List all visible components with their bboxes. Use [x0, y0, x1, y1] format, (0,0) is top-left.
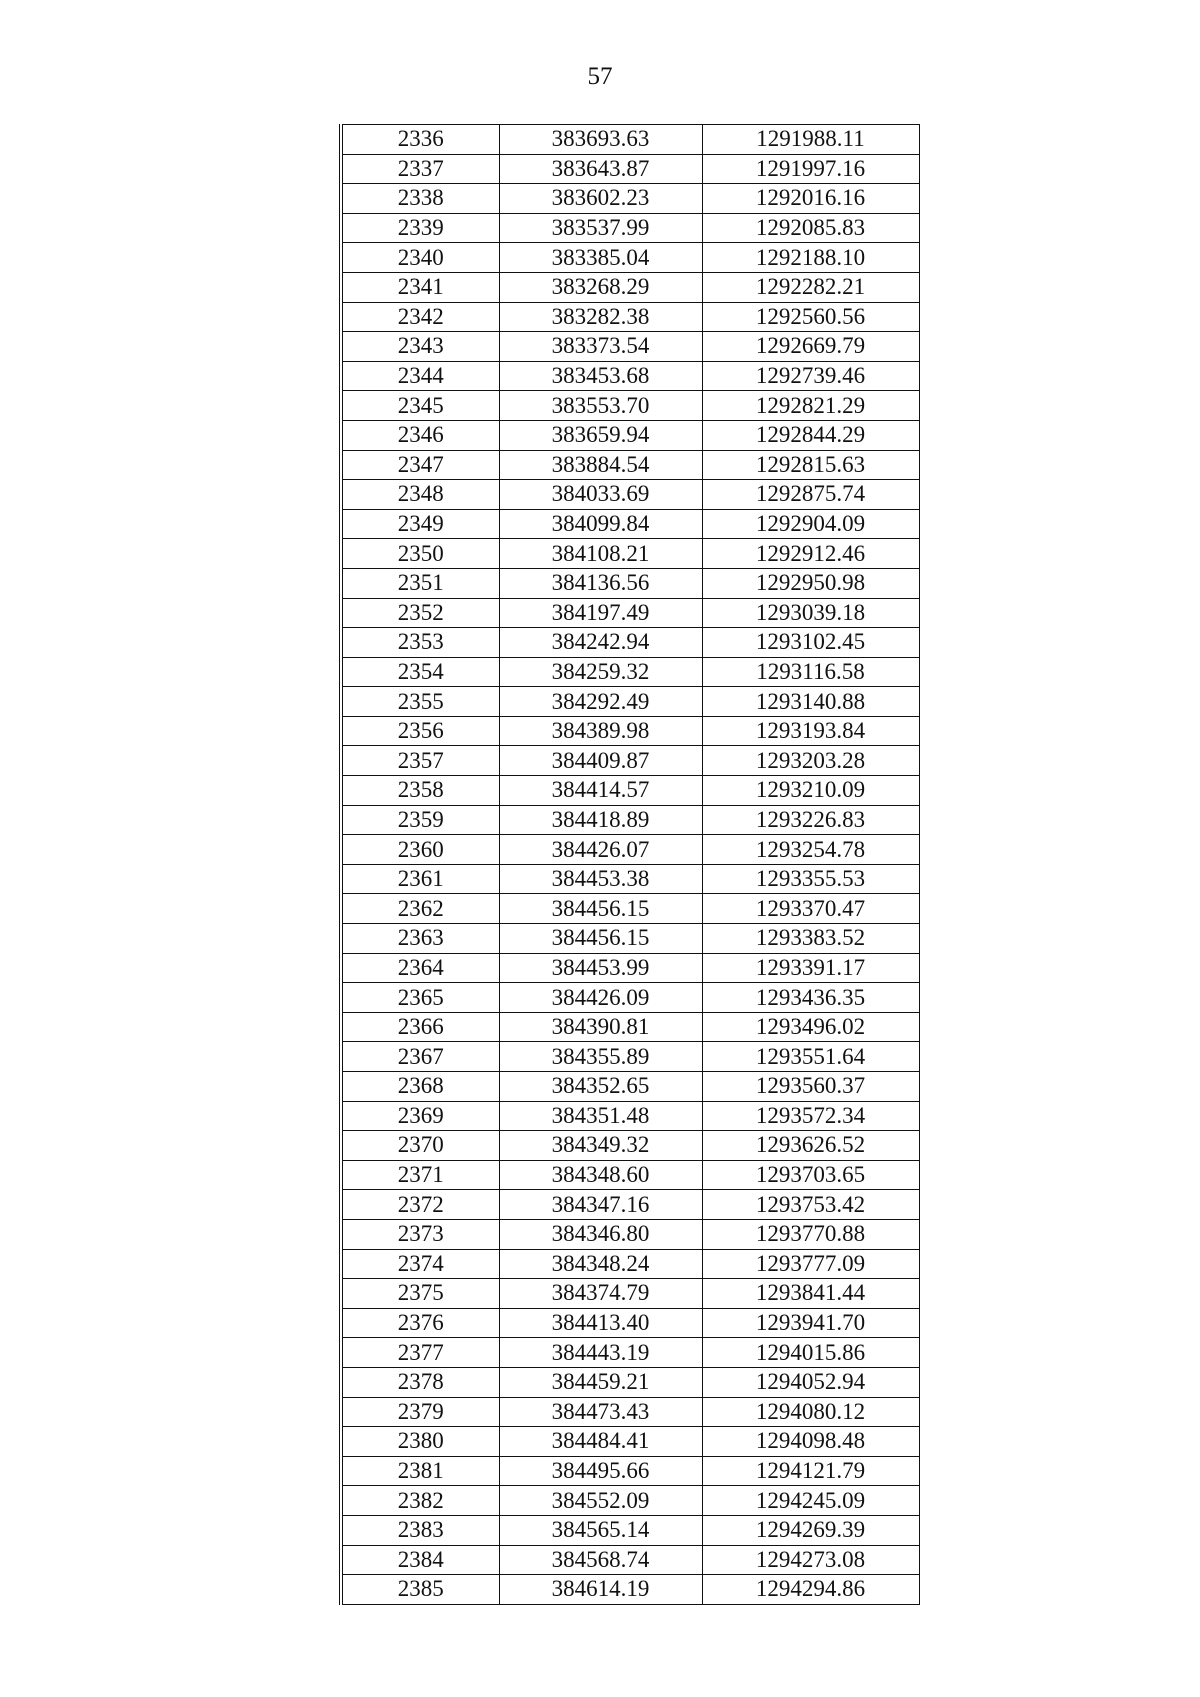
x-coordinate-cell: 384426.07 — [499, 835, 702, 865]
point-number-cell: 2341 — [341, 272, 499, 302]
table-row — [341, 391, 919, 421]
point-number-cell: 2375 — [341, 1279, 499, 1309]
y-coordinate-cell: 1293116.58 — [702, 657, 919, 687]
x-coordinate-cell: 383602.23 — [499, 184, 702, 214]
point-number-cell: 2346 — [341, 420, 499, 450]
y-coordinate-cell: 1294052.94 — [702, 1367, 919, 1397]
point-number-cell: 2357 — [341, 746, 499, 776]
table-row — [341, 184, 919, 214]
point-number-cell: 2365 — [341, 983, 499, 1013]
table-row — [341, 746, 919, 776]
x-coordinate-cell: 384347.16 — [499, 1190, 702, 1220]
point-number-cell: 2338 — [341, 184, 499, 214]
x-coordinate-cell: 384197.49 — [499, 598, 702, 628]
table-row — [341, 1545, 919, 1575]
table-row — [341, 1397, 919, 1427]
y-coordinate-cell: 1293841.44 — [702, 1279, 919, 1309]
x-coordinate-cell: 384484.41 — [499, 1427, 702, 1457]
point-number-cell: 2359 — [341, 805, 499, 835]
point-number-cell: 2385 — [341, 1575, 499, 1605]
y-coordinate-cell: 1294121.79 — [702, 1456, 919, 1486]
x-coordinate-cell: 384389.98 — [499, 716, 702, 746]
point-number-cell: 2370 — [341, 1131, 499, 1161]
y-coordinate-cell: 1292950.98 — [702, 568, 919, 598]
table-row — [341, 835, 919, 865]
point-number-cell: 2348 — [341, 480, 499, 510]
point-number-cell: 2374 — [341, 1249, 499, 1279]
x-coordinate-cell: 384473.43 — [499, 1397, 702, 1427]
y-coordinate-cell: 1293436.35 — [702, 983, 919, 1013]
point-number-cell: 2377 — [341, 1338, 499, 1368]
x-coordinate-cell: 384242.94 — [499, 628, 702, 658]
x-coordinate-cell: 384414.57 — [499, 776, 702, 806]
point-number-cell: 2372 — [341, 1190, 499, 1220]
table-body — [341, 125, 919, 1605]
y-coordinate-cell: 1292282.21 — [702, 272, 919, 302]
y-coordinate-cell: 1293560.37 — [702, 1072, 919, 1102]
table-row — [341, 1486, 919, 1516]
x-coordinate-cell: 383643.87 — [499, 154, 702, 184]
table-row — [341, 420, 919, 450]
y-coordinate-cell: 1294245.09 — [702, 1486, 919, 1516]
y-coordinate-cell: 1292560.56 — [702, 302, 919, 332]
x-coordinate-cell: 384352.65 — [499, 1072, 702, 1102]
y-coordinate-cell: 1293753.42 — [702, 1190, 919, 1220]
x-coordinate-cell: 384418.89 — [499, 805, 702, 835]
table-row — [341, 628, 919, 658]
table-row — [341, 213, 919, 243]
point-number-cell: 2345 — [341, 391, 499, 421]
point-number-cell: 2358 — [341, 776, 499, 806]
table-row — [341, 509, 919, 539]
point-number-cell: 2383 — [341, 1515, 499, 1545]
y-coordinate-cell: 1293140.88 — [702, 687, 919, 717]
table-row — [341, 1131, 919, 1161]
table-row — [341, 361, 919, 391]
y-coordinate-cell: 1293355.53 — [702, 864, 919, 894]
y-coordinate-cell: 1294294.86 — [702, 1575, 919, 1605]
x-coordinate-cell: 384136.56 — [499, 568, 702, 598]
point-number-cell: 2337 — [341, 154, 499, 184]
y-coordinate-cell: 1292912.46 — [702, 539, 919, 569]
y-coordinate-cell: 1293572.34 — [702, 1101, 919, 1131]
y-coordinate-cell: 1294080.12 — [702, 1397, 919, 1427]
table-row — [341, 1279, 919, 1309]
x-coordinate-cell: 384426.09 — [499, 983, 702, 1013]
y-coordinate-cell: 1293626.52 — [702, 1131, 919, 1161]
x-coordinate-cell: 384552.09 — [499, 1486, 702, 1516]
x-coordinate-cell: 383537.99 — [499, 213, 702, 243]
x-coordinate-cell: 384413.40 — [499, 1308, 702, 1338]
table-row — [341, 657, 919, 687]
x-coordinate-cell: 384453.99 — [499, 953, 702, 983]
table-row — [341, 480, 919, 510]
table-row — [341, 716, 919, 746]
table-row — [341, 332, 919, 362]
table-row — [341, 450, 919, 480]
point-number-cell: 2351 — [341, 568, 499, 598]
point-number-cell: 2382 — [341, 1486, 499, 1516]
y-coordinate-cell: 1292739.46 — [702, 361, 919, 391]
point-number-cell: 2347 — [341, 450, 499, 480]
table-row — [341, 1072, 919, 1102]
point-number-cell: 2363 — [341, 924, 499, 954]
y-coordinate-cell: 1294015.86 — [702, 1338, 919, 1368]
y-coordinate-cell: 1293383.52 — [702, 924, 919, 954]
x-coordinate-cell: 384390.81 — [499, 1012, 702, 1042]
y-coordinate-cell: 1292844.29 — [702, 420, 919, 450]
x-coordinate-cell: 384565.14 — [499, 1515, 702, 1545]
x-coordinate-cell: 383373.54 — [499, 332, 702, 362]
y-coordinate-cell: 1293770.88 — [702, 1219, 919, 1249]
y-coordinate-cell: 1293551.64 — [702, 1042, 919, 1072]
table-row — [341, 1249, 919, 1279]
table-row — [341, 302, 919, 332]
table-row — [341, 864, 919, 894]
x-coordinate-cell: 384614.19 — [499, 1575, 702, 1605]
point-number-cell: 2355 — [341, 687, 499, 717]
x-coordinate-cell: 384349.32 — [499, 1131, 702, 1161]
x-coordinate-cell: 384348.24 — [499, 1249, 702, 1279]
table-row — [341, 983, 919, 1013]
point-number-cell: 2379 — [341, 1397, 499, 1427]
point-number-cell: 2360 — [341, 835, 499, 865]
y-coordinate-cell: 1292188.10 — [702, 243, 919, 273]
point-number-cell: 2353 — [341, 628, 499, 658]
table-row — [341, 776, 919, 806]
table-row — [341, 1101, 919, 1131]
point-number-cell: 2354 — [341, 657, 499, 687]
x-coordinate-cell: 384453.38 — [499, 864, 702, 894]
table-row — [341, 1367, 919, 1397]
coordinate-table — [339, 124, 920, 1605]
y-coordinate-cell: 1292669.79 — [702, 332, 919, 362]
x-coordinate-cell: 384443.19 — [499, 1338, 702, 1368]
table-row — [341, 1515, 919, 1545]
point-number-cell: 2384 — [341, 1545, 499, 1575]
y-coordinate-cell: 1294098.48 — [702, 1427, 919, 1457]
table-row — [341, 894, 919, 924]
x-coordinate-cell: 384259.32 — [499, 657, 702, 687]
table-row — [341, 1012, 919, 1042]
x-coordinate-cell: 384568.74 — [499, 1545, 702, 1575]
table-row — [341, 687, 919, 717]
table-row — [341, 154, 919, 184]
point-number-cell: 2381 — [341, 1456, 499, 1486]
x-coordinate-cell: 383385.04 — [499, 243, 702, 273]
x-coordinate-cell: 384459.21 — [499, 1367, 702, 1397]
table-row — [341, 1338, 919, 1368]
y-coordinate-cell: 1293370.47 — [702, 894, 919, 924]
point-number-cell: 2361 — [341, 864, 499, 894]
y-coordinate-cell: 1292821.29 — [702, 391, 919, 421]
point-number-cell: 2364 — [341, 953, 499, 983]
x-coordinate-cell: 384348.60 — [499, 1160, 702, 1190]
point-number-cell: 2343 — [341, 332, 499, 362]
x-coordinate-cell: 384099.84 — [499, 509, 702, 539]
x-coordinate-cell: 384108.21 — [499, 539, 702, 569]
table-row — [341, 1456, 919, 1486]
y-coordinate-cell: 1293102.45 — [702, 628, 919, 658]
point-number-cell: 2349 — [341, 509, 499, 539]
point-number-cell: 2350 — [341, 539, 499, 569]
x-coordinate-cell: 384456.15 — [499, 924, 702, 954]
table-row — [341, 1308, 919, 1338]
point-number-cell: 2340 — [341, 243, 499, 273]
y-coordinate-cell: 1293496.02 — [702, 1012, 919, 1042]
y-coordinate-cell: 1293226.83 — [702, 805, 919, 835]
y-coordinate-cell: 1292815.63 — [702, 450, 919, 480]
point-number-cell: 2380 — [341, 1427, 499, 1457]
y-coordinate-cell: 1291997.16 — [702, 154, 919, 184]
x-coordinate-cell: 384292.49 — [499, 687, 702, 717]
table-row — [341, 1042, 919, 1072]
table-row — [341, 598, 919, 628]
y-coordinate-cell: 1293391.17 — [702, 953, 919, 983]
table-row — [341, 924, 919, 954]
y-coordinate-cell: 1292904.09 — [702, 509, 919, 539]
y-coordinate-cell: 1294269.39 — [702, 1515, 919, 1545]
x-coordinate-cell: 383884.54 — [499, 450, 702, 480]
x-coordinate-cell: 383453.68 — [499, 361, 702, 391]
table-row — [341, 1427, 919, 1457]
point-number-cell: 2367 — [341, 1042, 499, 1072]
table-row — [341, 568, 919, 598]
x-coordinate-cell: 384456.15 — [499, 894, 702, 924]
table-row — [341, 1219, 919, 1249]
y-coordinate-cell: 1292016.16 — [702, 184, 919, 214]
point-number-cell: 2362 — [341, 894, 499, 924]
table-row — [341, 1160, 919, 1190]
point-number-cell: 2339 — [341, 213, 499, 243]
x-coordinate-cell: 384346.80 — [499, 1219, 702, 1249]
point-number-cell: 2352 — [341, 598, 499, 628]
point-number-cell: 2368 — [341, 1072, 499, 1102]
point-number-cell: 2356 — [341, 716, 499, 746]
table-row — [341, 539, 919, 569]
x-coordinate-cell: 383282.38 — [499, 302, 702, 332]
table-row — [341, 1575, 919, 1605]
x-coordinate-cell: 383693.63 — [499, 125, 702, 155]
y-coordinate-cell: 1293193.84 — [702, 716, 919, 746]
table-row — [341, 272, 919, 302]
x-coordinate-cell: 384355.89 — [499, 1042, 702, 1072]
point-number-cell: 2378 — [341, 1367, 499, 1397]
point-number-cell: 2344 — [341, 361, 499, 391]
y-coordinate-cell: 1292085.83 — [702, 213, 919, 243]
x-coordinate-cell: 384495.66 — [499, 1456, 702, 1486]
x-coordinate-cell: 384351.48 — [499, 1101, 702, 1131]
x-coordinate-cell: 384033.69 — [499, 480, 702, 510]
y-coordinate-cell: 1293210.09 — [702, 776, 919, 806]
y-coordinate-cell: 1293039.18 — [702, 598, 919, 628]
table-row — [341, 243, 919, 273]
x-coordinate-cell: 384409.87 — [499, 746, 702, 776]
table-row — [341, 953, 919, 983]
point-number-cell: 2369 — [341, 1101, 499, 1131]
y-coordinate-cell: 1293941.70 — [702, 1308, 919, 1338]
y-coordinate-cell: 1293777.09 — [702, 1249, 919, 1279]
table-row — [341, 125, 919, 155]
x-coordinate-cell: 383553.70 — [499, 391, 702, 421]
point-number-cell: 2373 — [341, 1219, 499, 1249]
y-coordinate-cell: 1292875.74 — [702, 480, 919, 510]
y-coordinate-cell: 1293254.78 — [702, 835, 919, 865]
x-coordinate-cell: 383659.94 — [499, 420, 702, 450]
y-coordinate-cell: 1294273.08 — [702, 1545, 919, 1575]
point-number-cell: 2336 — [341, 125, 499, 155]
point-number-cell: 2376 — [341, 1308, 499, 1338]
table-row — [341, 1190, 919, 1220]
point-number-cell: 2342 — [341, 302, 499, 332]
point-number-cell: 2366 — [341, 1012, 499, 1042]
table-row — [341, 805, 919, 835]
x-coordinate-cell: 384374.79 — [499, 1279, 702, 1309]
y-coordinate-cell: 1293203.28 — [702, 746, 919, 776]
x-coordinate-cell: 383268.29 — [499, 272, 702, 302]
y-coordinate-cell: 1293703.65 — [702, 1160, 919, 1190]
y-coordinate-cell: 1291988.11 — [702, 125, 919, 155]
page-number: 57 — [587, 63, 613, 90]
point-number-cell: 2371 — [341, 1160, 499, 1190]
